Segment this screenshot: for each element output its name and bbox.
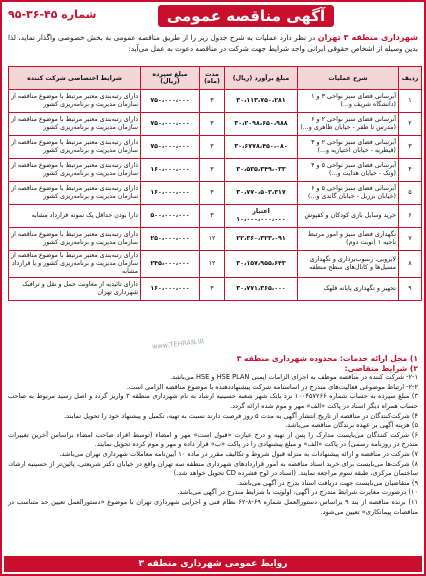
header: [4, 4, 422, 30]
row-duration: ۱۲: [200, 251, 225, 278]
row-estimate: ۳۰،۶۷۷۸،۴۵۰،۰۸۰: [225, 136, 298, 159]
row-duration: ۳: [200, 182, 225, 205]
table-row: [9, 278, 422, 301]
row-estimate: ۳۰،۷۷۱،۳۶۵،۰۰۰: [225, 278, 298, 301]
row-number: ۶: [399, 205, 422, 228]
row-estimate: ۳۰،۷۷۰،۵۰۳،۳۱۷: [225, 182, 298, 205]
row-estimate: ۳۰،۱۱۳،۷۵۰،۲۸۱: [225, 90, 298, 113]
condition-item: ۲-۱- شرکت کننده در مناقصه موظف به اجرای الزامات ایمنی HSE PLAN و HSE می‌باشد.: [169, 373, 418, 382]
row-duration: ۳: [200, 90, 225, 113]
row-estimate: اعتبار ۱۰،۰۰۰،۰۰۰،۰۰۰: [225, 205, 298, 228]
row-requirements: دارای رتبه‌بندی معتبر مرتبط با موضوع مناقصه از سازمان مدیریت و برنامه‌ریزی کشور: [9, 159, 141, 182]
row-duration: ۱۲: [200, 228, 225, 251]
tender-table: [8, 66, 422, 301]
row-requirements: دارای رتبه‌بندی معتبر مرتبط با موضوع مناقصه از سازمان مدیریت و برنامه‌ریزی کشور و یا قرارداد مشابه: [9, 251, 141, 278]
row-duration: ۳: [200, 136, 225, 159]
row-operation: آبرسانی فضای سبز نواحی ۵ و ۴ (ونک - خیابان هدایت و...): [298, 159, 399, 182]
col-deposit: مبلغ سپرده (ریال): [141, 67, 200, 90]
row-deposit: ۵۰۰،۰۰۰،۰۰۰: [141, 205, 200, 228]
service-location: ۱) محل ارائه خدمات: محدوده شهرداری منطقه ۳: [236, 354, 418, 363]
row-operation: آبرسانی فضای سبز نواحی ۲ و ۶ (مدرس تا ظفر - خیابان ظاهری و...): [298, 113, 399, 136]
col-operation: شرح عملیات: [298, 67, 399, 90]
row-estimate: ۳۰،۵۳۵،۳۴۹،۰۳۳: [225, 159, 298, 182]
row-number: ۸: [399, 251, 422, 278]
row-requirements: دارای رتبه‌بندی معتبر مرتبط با موضوع مناقصه از سازمان مدیریت و برنامه‌ریزی کشور: [9, 182, 141, 205]
row-deposit: ۱۶۰،۰۰۰،۰۰۰: [141, 182, 200, 205]
row-operation: نگهداری فضای سبز و امور مرتبط ناحیه ۱ (نوبت دوم): [298, 228, 399, 251]
row-requirements: دارا بودن حداقل یک نمونه قرارداد مشابه: [9, 205, 141, 228]
intro-paragraph: [8, 32, 418, 54]
row-operation: تجهیز و نگهداری پایانه قلهک: [298, 278, 399, 301]
organization-name: شهرداری منطقه ۳ تهران: [317, 33, 419, 42]
table-row: [9, 90, 422, 113]
website-watermark: www.TEHRAN.IR: [151, 337, 205, 351]
condition-item: ۴) شرکت‌کنندگان در مناقصه از تاریخ انتشار آگهی به مدت ۵ روز فرصت دارند نسبت به تهیه، تکمیل و پیشنهاد خود را تحویل نمایند.: [64, 411, 418, 420]
notice-number: شماره ۴۵-۳۶-۹۵: [8, 8, 97, 21]
row-requirements: دارای رتبه‌بندی معتبر مرتبط با موضوع مناقصه از سازمان مدیریت و برنامه‌ریزی کشور: [9, 136, 141, 159]
row-operation: آبرسانی فضای سبز نواحی ۲ و ۳ (قیطریه - خیابان اختیاریه و...): [298, 136, 399, 159]
condition-item: ۶) شرکت کنندگان می‌بایست مدارک را پس از تهیه و درج عبارت «قبول است» مهر و امضاء (توسط افراد صاحب امضاء براساس آخرین تغییرات مندرج در روزنامه رسمی) در پاکت «الف» و مبلغ پیشنهادی را در پاکت «ب» قرار داده و مهر و موم کرده تحویل نمایند.: [8, 430, 418, 449]
row-duration: ۳: [200, 278, 225, 301]
table-row: [9, 182, 422, 205]
condition-item: ۳) مبلغ سپرده به حساب شماره ۱۰۰۴۵۷۲۶۶ نزد بانک شهر شعبه حسینیه ارشاد به نام شهرداری منطقه ۳ واریز گردد و اصل رسید مربوط به صاحب حساب همراه دیگر اسناد در پاکت «الف» مهر و موم شده ارائه گردد.: [8, 392, 419, 410]
col-duration: مدت (ماه): [200, 67, 225, 90]
row-requirements: دارای رتبه‌بندی معتبر مرتبط با موضوع مناقصه از سازمان مدیریت و برنامه‌ریزی کشور: [9, 90, 141, 113]
row-number: ۴: [399, 159, 422, 182]
row-deposit: ۲۴۵،۰۰۰،۰۰۰: [141, 251, 200, 278]
row-requirements: دارای رتبه‌بندی معتبر مرتبط با موضوع مناقصه از سازمان مدیریت و برنامه‌ریزی کشور: [9, 228, 141, 251]
row-estimate: ۳۰،۲۰۹۸،۶۵۰،۹۸۸: [225, 113, 298, 136]
conditions-section: [8, 354, 418, 517]
row-operation: خرید وسایل بازی کودکان و کفپوش: [298, 205, 399, 228]
table-row: [9, 251, 422, 278]
row-deposit: ۲۵۰،۰۰۰،۰۰۰: [141, 228, 200, 251]
row-requirements: دارای تائیدیه از معاونت حمل و نقل و ترافیک شهرداری تهران: [9, 278, 141, 301]
row-deposit: ۷۵۰،۰۰۰،۰۰۰: [141, 90, 200, 113]
col-requirements: شرایط اختصاصی شرکت کننده: [9, 67, 141, 90]
table-row: [9, 205, 422, 228]
row-duration: ۳: [200, 113, 225, 136]
condition-item: ۲-۲- ارتباط موضوعی فعالیت‌های مندرج در اساسنامه شرکت پیشنهاددهنده با موضوع مناقصه الزامی است.: [126, 382, 418, 391]
row-deposit: ۷۵۰،۰۰۰،۰۰۰: [141, 113, 200, 136]
row-operation: لایروبی، رسوب‌برداری و نگهداری مسیل‌ها و کانال‌های سطح منطقه: [298, 251, 399, 278]
row-deposit: ۱۶۰،۰۰۰،۰۰۰: [141, 278, 200, 301]
row-number: ۵: [399, 182, 422, 205]
condition-item: ۸) شرکت‌ها می‌بایست برای خرید اسناد مناقصه به امور قراردادهای شهرداری منطقه سه تهران واقع در خیابان دکتر شریعتی، پائین‌تر از حسینیه ارشاد، ساختمان مرکزی، طبقه سوم مراجعه نمایند. (اسناد در لوح فشرده CD تحویل خواهد شد.): [8, 459, 418, 478]
row-number: ۹: [399, 278, 422, 301]
table-row: [9, 136, 422, 159]
row-number: ۷: [399, 228, 422, 251]
row-number: ۲: [399, 113, 422, 136]
conditions-heading: ۲) شرایط متقاضی:: [344, 363, 418, 373]
table-row: [9, 159, 422, 182]
row-operation: آبرسانی فضای سبز نواحی ۳ و ۱ (دانشگاه شریف و...): [298, 90, 399, 113]
col-estimate: مبلغ برآورد (ریال): [225, 67, 298, 90]
table-row: [9, 228, 422, 251]
table-row: [9, 113, 422, 136]
notice-title: آگهی مناقصه عمومی: [158, 5, 334, 27]
row-estimate: ۳۰،۱۵۷،۹۵۵،۶۴۳: [225, 251, 298, 278]
row-requirements: دارای رتبه‌بندی معتبر مرتبط با موضوع مناقصه از سازمان مدیریت و برنامه‌ریزی کشور: [9, 113, 141, 136]
condition-item: ۷) شرکت در مناقصه و ارائه پیشنهادات به منزله قبول شروط و تکالیف مقرر در ماده ۱۰ آیین‌نامه معاملات شهرداری تهران می‌باشد.: [59, 449, 418, 458]
row-operation: آبرسانی فضای سبز نواحی ۵ و ۶ (خیابان برزیل - خیابان گاندی و...): [298, 182, 399, 205]
condition-item: ۵) هزینه آگهی بر عهده برندگان مناقصه می‌باشد.: [285, 421, 418, 430]
condition-item: ۹) متقاضیان می‌بایست جهت دریافت اسناد بدرج در آگهی می‌باشد.: [236, 478, 418, 487]
intro-text: در نظر دارد عملیات به شرح جدول زیر را از طریق مناقصه عمومی به بخش خصوصی واگذار نماید، لذا بدین وسیله از اشخاص حقوقی ایرانی واجد شرایط جهت شرکت در مناقصه دعوت به عمل می‌آید:: [8, 33, 418, 53]
condition-item: ۱۰) درصورت مغایرت شرایط مندرج در آگهی، اولویت با شرایط مندرج در آگهی می‌باشد.: [177, 488, 418, 497]
row-duration: ۳: [200, 205, 225, 228]
footer-banner: روابط عمومی شهرداری منطقه ۳: [4, 556, 422, 572]
table-header-row: [9, 67, 422, 90]
row-duration: ۳: [200, 159, 225, 182]
row-deposit: ۱۶۰،۰۰۰،۰۰۰: [141, 159, 200, 182]
row-estimate: ۲۲،۳۶۰،۳۲۳،۰۹۱: [225, 228, 298, 251]
condition-item: ۱۱) برنده مناقصه از بند ۹ براساس دستورالعمل شماره ۶۹-۸-۶۲ نظام فنی و اجرایی شهرداری تهران با موضوع «دستورالعمل تعیین حد متناسب در مناقصات پیمانکاری» تعیین می‌شود.: [8, 497, 418, 516]
row-deposit: ۷۵۰،۰۰۰،۰۰۰: [141, 136, 200, 159]
row-number: ۳: [399, 136, 422, 159]
col-row-number: ردیف: [399, 67, 422, 90]
row-number: ۱: [399, 90, 422, 113]
